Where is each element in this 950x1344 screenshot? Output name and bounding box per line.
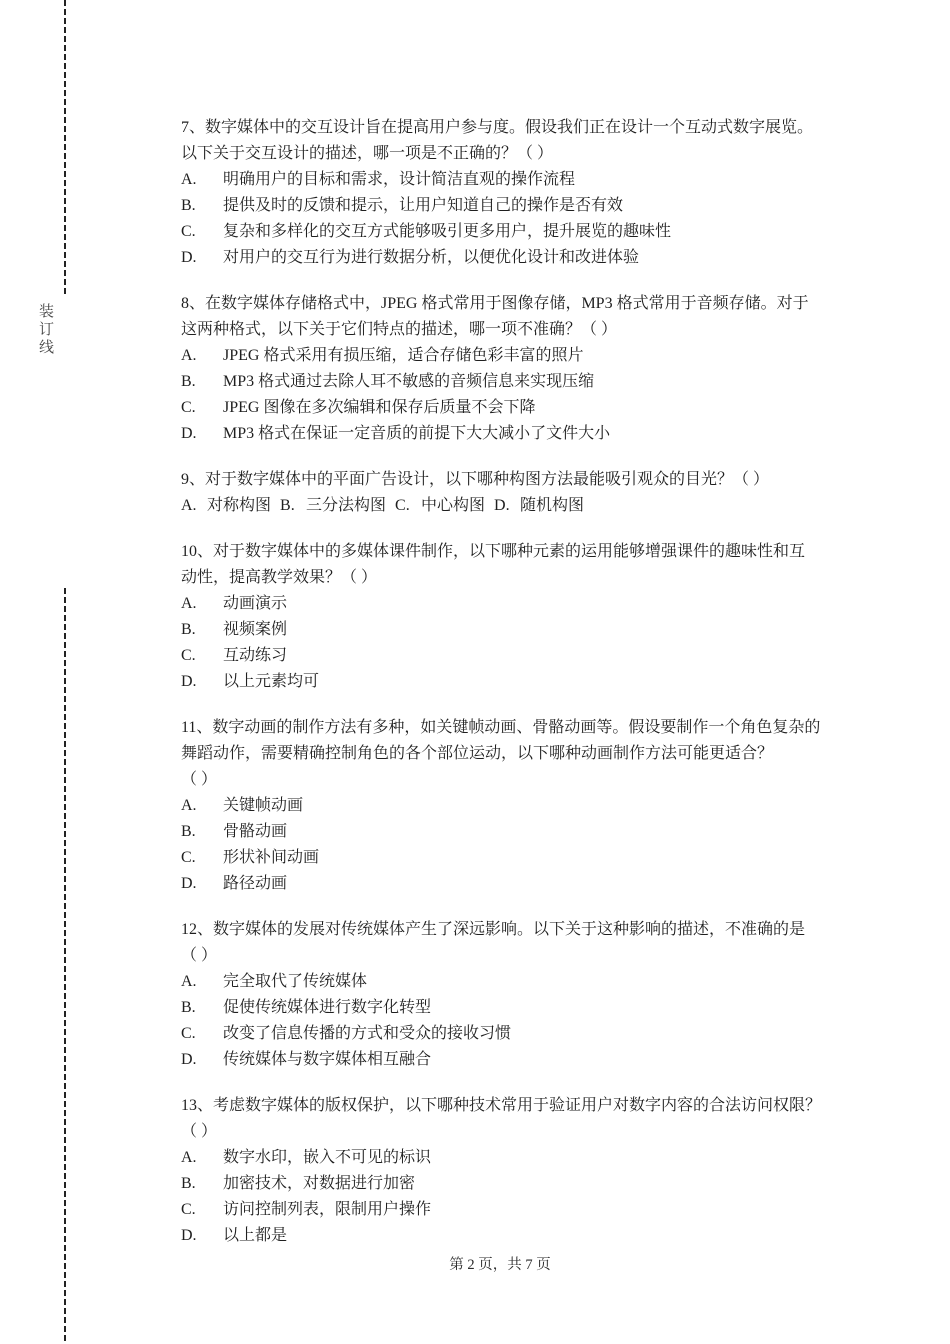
option-text: 加密技术，对数据进行加密 (223, 1175, 416, 1192)
option-text: 对用户的交互行为进行数据分析，以便优化设计和改进体验 (223, 249, 640, 266)
option-text: 促使传统媒体进行数字化转型 (223, 999, 432, 1016)
option-text: 复杂和多样化的交互方式能够吸引更多用户，提升展览的趣味性 (223, 223, 672, 240)
question-stem-line: 9、对于数字媒体中的平面广告设计，以下哪种构图方法最能吸引观众的目光？（ ） (181, 471, 770, 488)
option-text: 访问控制列表，限制用户操作 (223, 1201, 432, 1218)
option-text: 数字水印，嵌入不可见的标识 (223, 1149, 432, 1166)
option-A (181, 343, 843, 369)
option-text: MP3 格式通过去除人耳不敏感的音频信息来实现压缩 (223, 373, 595, 390)
option-label: C. (181, 399, 196, 416)
questions-column (181, 115, 843, 1269)
option-A (181, 497, 271, 514)
option-label: B. (181, 373, 196, 390)
option-C (181, 395, 843, 421)
question-stem-line: 以下关于交互设计的描述，哪一项是不正确的？（ ） (181, 145, 554, 162)
option-C (181, 643, 843, 669)
option-label: C. (181, 849, 196, 866)
page-number-text: 第 2 页，共 7 页 (449, 1257, 551, 1273)
question-block-q13 (181, 1093, 843, 1249)
option-label: D. (181, 425, 197, 442)
option-text: MP3 格式在保证一定音质的前提下大大减小了文件大小 (223, 425, 611, 442)
options-inline-row (181, 493, 843, 519)
option-text: 改变了信息传播的方式和受众的接收习惯 (223, 1025, 512, 1042)
option-B (181, 193, 843, 219)
option-label: D. (181, 1051, 197, 1068)
option-label: D. (181, 249, 197, 266)
option-label: A. (181, 1149, 197, 1166)
option-label: B. (181, 1175, 196, 1192)
option-text: 关键帧动画 (223, 797, 304, 814)
option-label: A. (181, 797, 197, 814)
option-label: D. (181, 1227, 197, 1244)
option-label: B. (181, 999, 196, 1016)
option-label: D. (181, 875, 197, 892)
option-text: 骨骼动画 (223, 823, 288, 840)
option-B (181, 617, 843, 643)
question-stem-line: （ ） (181, 771, 218, 788)
option-label: D. (494, 497, 510, 514)
option-text: 路径动画 (223, 875, 288, 892)
option-D (494, 497, 584, 514)
option-D (181, 1047, 843, 1073)
option-text: 动画演示 (223, 595, 288, 612)
option-text: 完全取代了传统媒体 (223, 973, 368, 990)
option-label: C. (181, 1201, 196, 1218)
option-A (181, 591, 843, 617)
question-stem-line: 8、在数字媒体存储格式中，JPEG 格式常用于图像存储，MP3 格式常用于音频存储。对于 (181, 295, 809, 312)
option-label: B. (181, 823, 196, 840)
question-block-q7 (181, 115, 843, 271)
question-stem-line: 11、数字动画的制作方法有多种，如关键帧动画、骨骼动画等。假设要制作一个角色复杂的 (181, 719, 821, 736)
option-C (181, 845, 843, 871)
option-A (181, 167, 843, 193)
question-block-q11 (181, 715, 843, 897)
option-label: C. (181, 223, 196, 240)
option-label: D. (181, 673, 197, 690)
option-B (181, 995, 843, 1021)
question-stem-line: 动性，提高教学效果？（ ） (181, 569, 378, 586)
option-text: 随机构图 (520, 497, 585, 514)
option-C (395, 497, 485, 514)
question-stem-line: 10、对于数字媒体中的多媒体课件制作，以下哪种元素的运用能够增强课件的趣味性和互 (181, 543, 806, 560)
question-block-q8 (181, 291, 843, 447)
option-text: JPEG 图像在多次编辑和保存后质量不会下降 (223, 399, 536, 416)
option-A (181, 793, 843, 819)
page-number-footer (170, 1256, 830, 1274)
option-A (181, 1145, 843, 1171)
option-B (181, 819, 843, 845)
binding-dashed-line-bottom (64, 588, 66, 1344)
option-D (181, 421, 843, 447)
option-text: 明确用户的目标和需求，设计简洁直观的操作流程 (223, 171, 576, 188)
question-stem-line: 13、考虑数字媒体的版权保护，以下哪种技术常用于验证用户对数字内容的合法访问权限？ (181, 1097, 822, 1114)
option-label: A. (181, 347, 197, 364)
option-text: 传统媒体与数字媒体相互融合 (223, 1051, 432, 1068)
option-D (181, 669, 843, 695)
option-C (181, 219, 843, 245)
option-text: 以上都是 (223, 1227, 288, 1244)
option-text: JPEG 格式采用有损压缩，适合存储色彩丰富的照片 (223, 347, 584, 364)
binding-line-label: 装订线 (38, 304, 54, 356)
question-stem-line: 这两种格式，以下关于它们特点的描述，哪一项不准确？（ ） (181, 321, 618, 338)
option-label: C. (181, 1025, 196, 1042)
option-label: A. (181, 973, 197, 990)
option-label: C. (395, 497, 410, 514)
question-block-q9 (181, 467, 843, 519)
question-stem-line: （ ） (181, 947, 218, 964)
option-label: A. (181, 497, 197, 514)
option-label: A. (181, 171, 197, 188)
option-text: 提供及时的反馈和提示，让用户知道自己的操作是否有效 (223, 197, 624, 214)
option-label: B. (280, 497, 295, 514)
binding-dashed-line-top (64, 0, 66, 296)
question-stem-line: 12、数字媒体的发展对传统媒体产生了深远影响。以下关于这种影响的描述，不准确的是 (181, 921, 806, 938)
option-A (181, 969, 843, 995)
option-D (181, 871, 843, 897)
option-text: 以上元素均可 (223, 673, 320, 690)
option-B (181, 1171, 843, 1197)
option-text: 互动练习 (223, 647, 288, 664)
option-text: 对称构图 (207, 497, 272, 514)
option-text: 三分法构图 (306, 497, 387, 514)
question-block-q12 (181, 917, 843, 1073)
option-B (280, 497, 386, 514)
option-text: 中心构图 (421, 497, 486, 514)
question-stem-line: （ ） (181, 1123, 218, 1140)
option-B (181, 369, 843, 395)
option-label: B. (181, 621, 196, 638)
option-label: C. (181, 647, 196, 664)
option-C (181, 1021, 843, 1047)
question-stem-line: 舞蹈动作，需要精确控制角色的各个部位运动，以下哪种动画制作方法可能更适合？ (181, 745, 774, 762)
option-text: 形状补间动画 (223, 849, 320, 866)
option-label: B. (181, 197, 196, 214)
option-text: 视频案例 (223, 621, 288, 638)
option-D (181, 1223, 843, 1249)
option-D (181, 245, 843, 271)
question-block-q10 (181, 539, 843, 695)
option-C (181, 1197, 843, 1223)
option-label: A. (181, 595, 197, 612)
question-stem-line: 7、数字媒体中的交互设计旨在提高用户参与度。假设我们正在设计一个互动式数字展览。 (181, 119, 814, 136)
